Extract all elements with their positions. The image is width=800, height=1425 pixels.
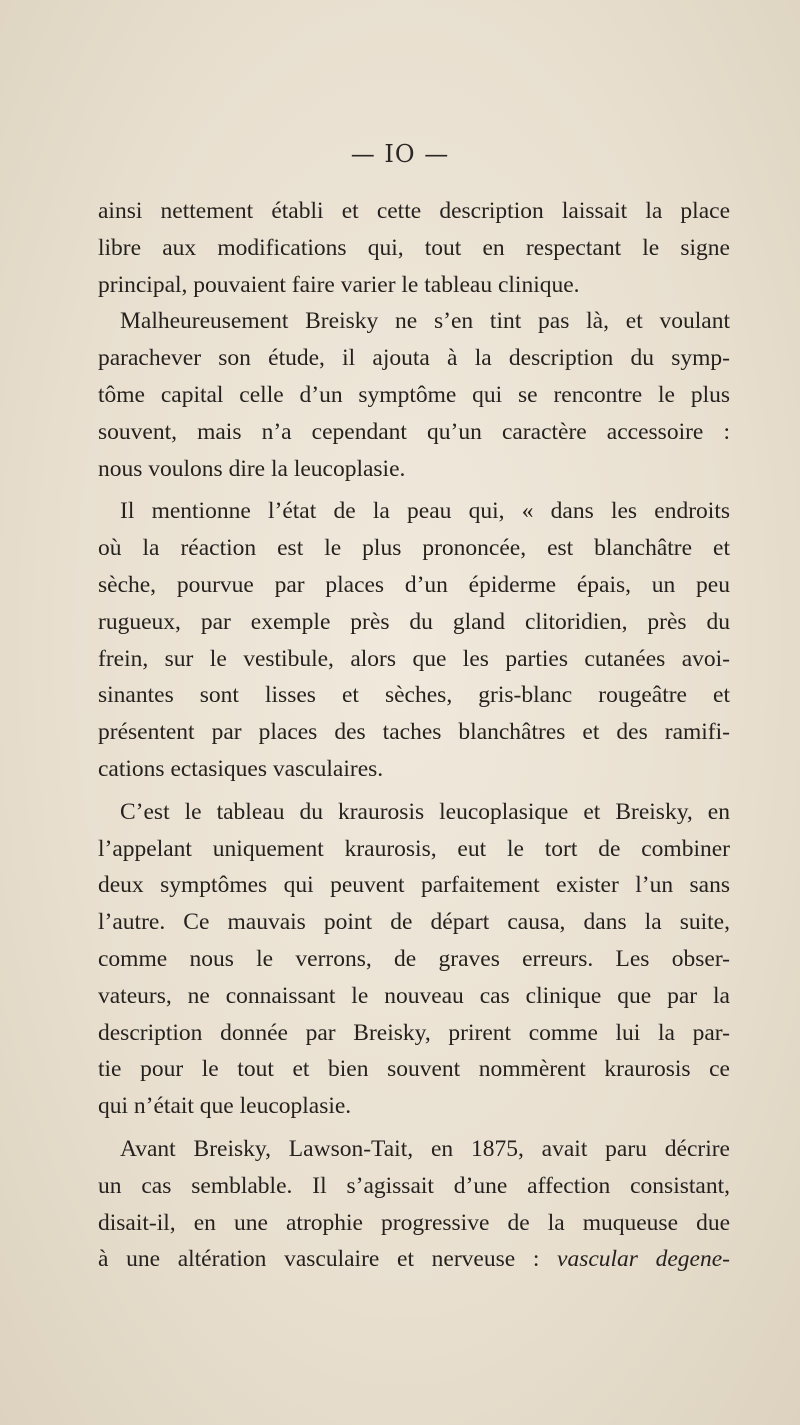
text-run: à une altération vasculaire et nerveuse : [98, 1246, 558, 1273]
text-line: parachever son étude, il ajouta à la description du symp- [98, 345, 730, 372]
text-line: libre aux modifications qui, tout en respectant le signe [98, 234, 730, 261]
text-line: Il mentionne l’état de la peau qui, « dans les endroits [120, 498, 730, 525]
text-line: où la réaction est le plus prononcée, est blanchâtre et [98, 535, 730, 562]
text-line: l’appelant uniquement kraurosis, eut le tort de combiner [98, 835, 730, 862]
text-line: frein, sur le vestibule, alors que les parties cutanées avoi- [98, 645, 730, 672]
paragraph-5 [98, 1131, 730, 1278]
text-line: deux symptômes qui peuvent parfaitement exister l’un sans [98, 872, 730, 899]
text-line: nous voulons dire la leucoplasie. [98, 455, 406, 482]
body-text [98, 193, 730, 1278]
text-line: tie pour le tout et bien souvent nommèrent kraurosis ce [98, 1056, 730, 1083]
italic-term: vascular degene- [557, 1246, 730, 1273]
text-line: cations ectasiques vasculaires. [98, 755, 384, 782]
text-line-final [98, 1241, 730, 1278]
text-line: tôme capital celle d’un symptôme qui se rencontre le plus [98, 381, 730, 408]
text-line: qui n’était que leucoplasie. [98, 1093, 352, 1120]
text-line: principal, pouvaient faire varier le tableau clinique. [98, 271, 580, 298]
text-line: ainsi nettement établi et cette description laissait la place [98, 198, 730, 224]
text-line: un cas semblable. Il s’agissait d’une affection consistant, [98, 1172, 730, 1199]
text-line: présentent par places des taches blanchâtres et des ramifi- [98, 719, 730, 746]
page-number: — IO — [350, 140, 450, 168]
text-line: Malheureusement Breisky ne s’en tint pas là, et voulant [120, 308, 730, 335]
text-line: sèche, pourvue par places d’un épiderme épais, un peu [98, 571, 730, 598]
paragraph-4 [98, 794, 730, 1125]
text-line: Avant Breisky, Lawson-Tait, en 1875, avait paru décrire [120, 1135, 730, 1162]
text-line: vateurs, ne connaissant le nouveau cas clinique que par la [98, 982, 730, 1009]
paragraph-2 [98, 303, 730, 487]
text-line: sinantes sont lisses et sèches, gris-blanc rougeâtre et [98, 682, 730, 709]
text-line: disait-il, en une atrophie progressive de la muqueuse due [98, 1209, 730, 1236]
text-line: C’est le tableau du kraurosis leucoplasique et Breisky, en [120, 798, 730, 825]
text-line: comme nous le verrons, de graves erreurs. Les obser- [98, 945, 730, 972]
text-line: description donnée par Breisky, prirent comme lui la par- [98, 1019, 730, 1046]
text-line: souvent, mais n’a cependant qu’un caractère accessoire : [98, 418, 730, 445]
paragraph-1 [98, 193, 730, 303]
paragraph-3 [98, 493, 730, 787]
text-line: rugueux, par exemple près du gland clitoridien, près du [98, 608, 730, 635]
text-line: l’autre. Ce mauvais point de départ causa, dans la suite, [98, 909, 730, 936]
